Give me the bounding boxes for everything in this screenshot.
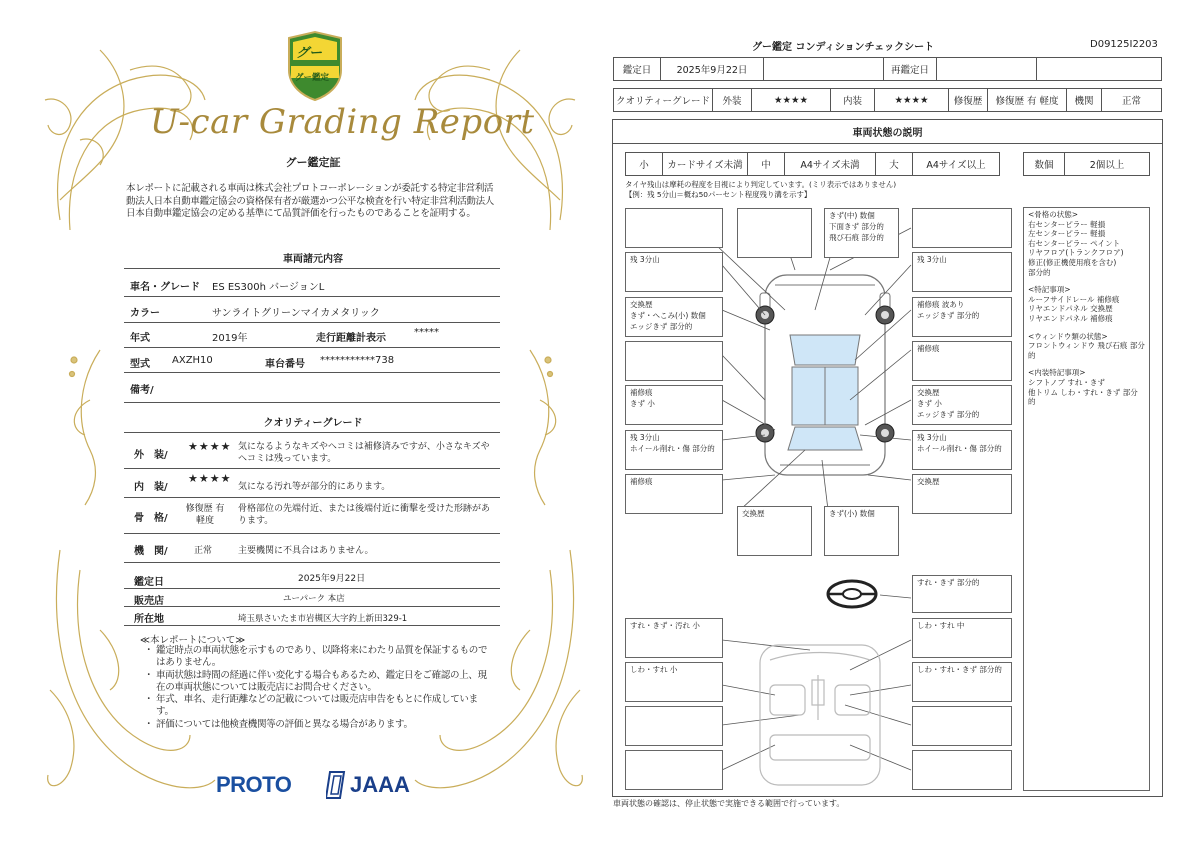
reappraisal-value (936, 57, 1037, 81)
divider (124, 347, 500, 348)
list-item: ・ 評価については他検査機関等の評価と異なる場合があります。 (144, 719, 494, 731)
exterior-label: 外 装/ (134, 450, 168, 461)
date-empty (763, 57, 884, 81)
note-box: すれ・きず 部分的 (912, 575, 1012, 613)
grade-label: クオリティーグレード (613, 88, 713, 112)
quality-heading: クオリティーグレード (263, 418, 363, 429)
repair-value: 修復歴 有 軽度 (987, 88, 1067, 112)
note-box (625, 706, 723, 746)
description-heading: 車両状態の説明 (612, 119, 1163, 144)
divider (124, 606, 500, 607)
legend-medium: 中 (747, 152, 785, 176)
divider (124, 468, 500, 469)
divider (124, 497, 500, 498)
steering-wheel-icon (825, 578, 879, 610)
list-item: 他トリム しわ・すれ・きず 部分的 (1028, 387, 1138, 407)
note-box (625, 750, 723, 790)
engine-value: 正常 (1101, 88, 1162, 112)
divider (124, 588, 500, 589)
note-box: しわ・すれ・きず 部分的 (912, 662, 1012, 702)
remarks-label: 備考/ (130, 385, 154, 396)
group-title: <特記事項> (1028, 285, 1071, 295)
note-box: 残 3分山 (625, 252, 723, 292)
divider (124, 533, 500, 534)
tire-example: 【例：残 5分山＝概ね50パーセント程度残り溝を示す】 (625, 190, 812, 199)
divider (124, 296, 500, 297)
interior-stars: ★★★★ (188, 472, 232, 485)
divider (124, 432, 500, 433)
int-stars: ★★★★ (874, 88, 949, 112)
note-box: 残 3分山 ホイール削れ・傷 部分的 (912, 430, 1012, 470)
list-item: 左センターピラー 軽損 (1028, 229, 1106, 239)
side-ornament-right (510, 340, 570, 510)
note-box: 補修痕 (912, 341, 1012, 381)
mileage-value: ***** (414, 327, 439, 338)
dealer-value: ユーパーク 本店 (283, 594, 345, 604)
jaaa-logo: JAAA (350, 772, 410, 797)
document-id: D09125I2203 (1090, 39, 1158, 50)
note-box: しわ・すれ 小 (625, 662, 723, 702)
divider (124, 625, 500, 626)
note-box: 残 3分山 (912, 252, 1012, 292)
badge-label: グー鑑定 (295, 73, 330, 83)
address-label: 所在地 (134, 614, 164, 625)
badge-top-text: グー (296, 46, 323, 61)
legend-small-desc: カードサイズ未満 (662, 152, 748, 176)
year-label: 年式 (130, 333, 150, 344)
frame-text: 骨格部位の先端付近、または後端付近に衝撃を受けた形跡があります。 (238, 504, 491, 526)
group-title: <骨格の状態> (1028, 210, 1079, 219)
note-box: 補修痕 波あり エッジきず 部分的 (912, 297, 1012, 337)
date-value: 2025年9月22日 (660, 57, 764, 81)
side-ornament-left (60, 340, 120, 510)
engine-label: 機 関/ (134, 546, 168, 557)
color-label: カラー (130, 308, 160, 319)
proto-logo: PROTO (216, 772, 292, 797)
frame-value: 修復歴 有 軽度 (185, 504, 225, 526)
engine-text: 主要機関に不具合はありません。 (238, 546, 374, 556)
tire-note: タイヤ残山は摩耗の程度を目視により判定しています。(ミリ表示ではありません) (625, 180, 897, 189)
note-box: きず(小) 数個 (824, 506, 899, 556)
brand-logos (216, 770, 416, 800)
note-box: 交換歴 きず 小 エッジきず 部分的 (912, 385, 1012, 425)
interior-text: 気になる汚れ等が部分的にあります。 (238, 482, 391, 492)
goo-appraisal-badge (283, 30, 347, 102)
legend-large: 大 (875, 152, 913, 176)
specs-heading: 車両諸元内容 (283, 254, 343, 265)
list-item: フロントウィンドウ 飛び石痕 部分的 (1028, 341, 1145, 360)
car-interior-diagram (750, 640, 890, 790)
condition-check-sheet (600, 0, 1200, 848)
list-item: シフトノブ すれ・きず (1028, 377, 1105, 387)
divider (124, 268, 500, 269)
divider (124, 322, 500, 323)
chassis-label: 車台番号 (265, 359, 305, 370)
exterior-text: 気になるようなキズやヘコミは補修済みですが、小さなキズやヘコミは残っています。 (238, 442, 490, 464)
divider (124, 372, 500, 373)
list-item: ルーフサイドレール 補修痕 (1028, 294, 1120, 304)
notes-title: ≪本レポートについて≫ (140, 635, 246, 646)
list-item: 右センターピラー 軽損 (1028, 219, 1106, 229)
interior-notes-group (1028, 368, 1145, 406)
frame-condition-group (1028, 210, 1145, 277)
note-box: すれ・きず・汚れ 小 (625, 618, 723, 658)
list-item: 修正(修正機使用痕を含む) (1028, 257, 1117, 267)
sheet-footer: 車両状態の確認は、停止状態で実施できる範囲で行っています。 (613, 799, 845, 808)
special-notes-panel (1023, 207, 1150, 791)
divider (124, 562, 500, 563)
notes-list (144, 645, 494, 731)
note-box (912, 706, 1012, 746)
ext-label: 外装 (712, 88, 752, 112)
note-box-front: きず(中) 数個 下面きず 部分的 飛び石痕 部分的 (824, 208, 899, 258)
divider (124, 402, 500, 403)
list-item: リヤフロア(トランクフロア) (1028, 248, 1124, 258)
note-box: 補修痕 きず 小 (625, 385, 723, 425)
legend-count-desc: 2個以上 (1064, 152, 1150, 176)
group-title: <内装特記事項> (1028, 368, 1086, 378)
legend-count: 数個 (1023, 152, 1065, 176)
list-item: 右センターピラー ペイント (1028, 238, 1121, 248)
int-label: 内装 (830, 88, 875, 112)
address-value: 埼玉県さいたま市岩槻区大字釣上新田329-1 (238, 614, 408, 624)
dealer-label: 販売店 (134, 596, 164, 607)
jaaa-mark-icon (326, 770, 348, 800)
exterior-stars: ★★★★ (188, 440, 232, 453)
note-box: 補修痕 (625, 474, 723, 514)
year-value: 2019年 (212, 333, 248, 344)
note-box: 残 3分山 ホイール削れ・傷 部分的 (625, 430, 723, 470)
note-box: 交換歴 きず・へこみ(小) 数個 エッジきず 部分的 (625, 297, 723, 337)
note-box (912, 208, 1012, 248)
model-value: AXZH10 (172, 355, 213, 366)
list-item: ・ 年式、車名、走行距離などの記載については販売店申告をもとに作成しています。 (144, 694, 494, 719)
list-item: リヤエンドパネル 交換歴 (1028, 304, 1113, 314)
repair-label: 修復歴 (948, 88, 988, 112)
list-item: ・ 車両状態は時間の経過に伴い変化する場合もあるため、鑑定日をご確認の上、現在の車両状態については販売店にお問合せください。 (144, 670, 494, 695)
note-box: 交換歴 (737, 506, 812, 556)
legend-medium-desc: A4サイズ未満 (784, 152, 876, 176)
model-label: 型式 (130, 359, 150, 370)
special-notes-group (1028, 285, 1145, 323)
appraisal-date-value: 2025年9月22日 (298, 574, 366, 584)
report-title: U-car Grading Report (150, 102, 535, 142)
date-label: 鑑定日 (613, 57, 661, 81)
note-box (625, 341, 723, 381)
car-name-label: 車名・グレード (130, 282, 200, 293)
certificate-text: 本レポートに記載される車両は株式会社プロトコーポレーションが委託する特定非営利活動法人日本自動車鑑定協会の資格保有者が厳選かつ公平な検査を行い特定非営利活動法人日本自動車鑑定協会の定める基準にて品質評価を行ったものであることを証明する。 (126, 183, 495, 219)
chassis-value: ***********738 (320, 355, 395, 366)
note-box (737, 208, 812, 258)
note-box: しわ・すれ 中 (912, 618, 1012, 658)
group-title: <ウィンドウ類の状態> (1028, 331, 1108, 341)
certificate-title: グー鑑定証 (285, 156, 341, 169)
engine-label: 機関 (1066, 88, 1102, 112)
note-box: 交換歴 (912, 474, 1012, 514)
legend-small: 小 (625, 152, 663, 176)
engine-value: 正常 (194, 546, 213, 556)
appraisal-date-label: 鑑定日 (134, 577, 164, 588)
interior-label: 内 装/ (134, 482, 168, 493)
list-item: 部分的 (1028, 267, 1051, 277)
list-item: ・ 鑑定時点の車両状態を示すものであり、以降将来にわたり品質を保証するものではありません。 (144, 645, 494, 670)
list-item: リヤエンドパネル 補修痕 (1028, 313, 1113, 323)
window-condition-group (1028, 332, 1145, 361)
ext-stars: ★★★★ (751, 88, 831, 112)
note-box (912, 750, 1012, 790)
legend-large-desc: A4サイズ以上 (912, 152, 1000, 176)
date-empty (1036, 57, 1162, 81)
car-name-value: ES ES300h バージョンL (212, 282, 325, 293)
reappraisal-label: 再鑑定日 (883, 57, 937, 81)
note-box (625, 208, 723, 248)
frame-label: 骨 格/ (134, 513, 168, 524)
color-value: サンライトグリーンマイカメタリック (212, 308, 380, 319)
mileage-label: 走行距離計表示 (316, 333, 386, 344)
sheet-title: グー鑑定 コンディションチェックシート (752, 42, 935, 53)
